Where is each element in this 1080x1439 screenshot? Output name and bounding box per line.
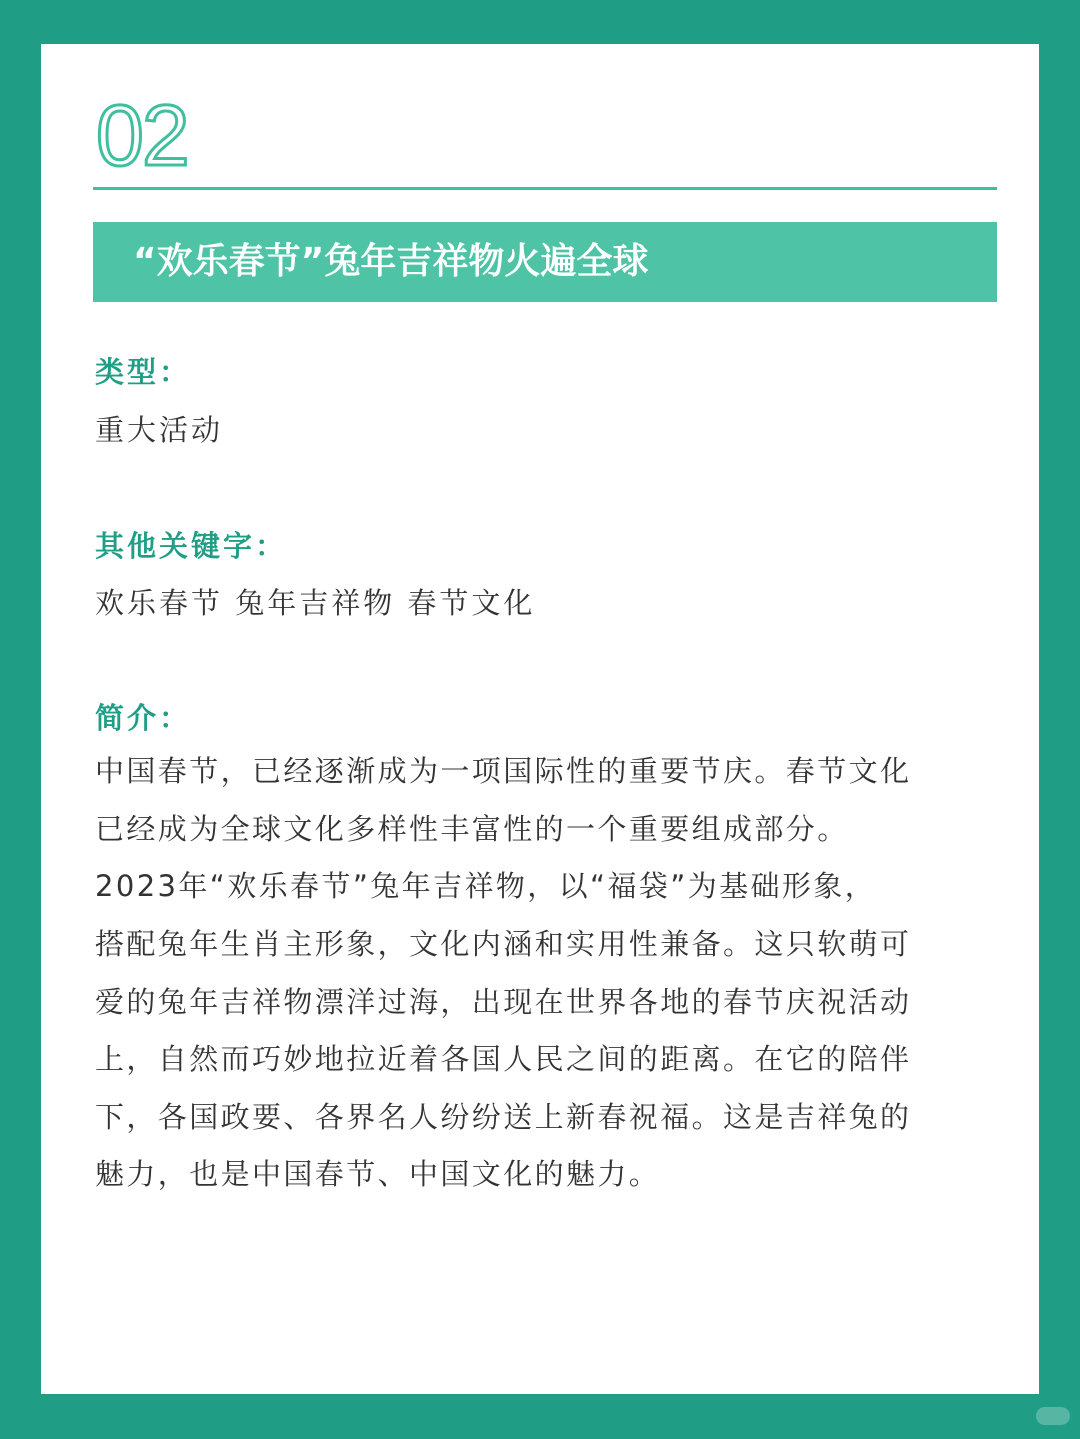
intro-line: 已经成为全球文化多样性丰富性的一个重要组成部分。 xyxy=(95,812,849,846)
keywords-label: 其他关键字： xyxy=(95,529,288,563)
intro-line: 搭配兔年生肖主形象，文化内涵和实用性兼备。这只软萌可 xyxy=(95,927,912,961)
intro-line: 魅力，也是中国春节、中国文化的魅力。 xyxy=(95,1157,661,1191)
keywords-value: 欢乐春节 兔年吉祥物 春节文化 xyxy=(95,586,536,620)
section-number: 02 xyxy=(96,88,188,184)
intro-label: 简介： xyxy=(95,701,192,735)
watermark-badge xyxy=(1036,1407,1070,1425)
content-card xyxy=(41,44,1039,1394)
intro-line: 2023年“欢乐春节”兔年吉祥物，以“福袋”为基础形象， xyxy=(95,869,877,903)
title-banner xyxy=(93,222,997,302)
intro-line: 中国春节，已经逐渐成为一项国际性的重要节庆。春节文化 xyxy=(95,754,912,788)
page-title: “欢乐春节”兔年吉祥物火遍全球 xyxy=(133,241,649,282)
type-label: 类型： xyxy=(95,355,192,389)
intro-line: 爱的兔年吉祥物漂洋过海，出现在世界各地的春节庆祝活动 xyxy=(95,985,912,1019)
intro-line: 上，自然而巧妙地拉近着各国人民之间的距离。在它的陪伴 xyxy=(95,1042,912,1076)
type-value: 重大活动 xyxy=(95,413,224,447)
divider-line xyxy=(93,187,997,190)
intro-line: 下，各国政要、各界名人纷纷送上新春祝福。这是吉祥兔的 xyxy=(95,1100,912,1134)
